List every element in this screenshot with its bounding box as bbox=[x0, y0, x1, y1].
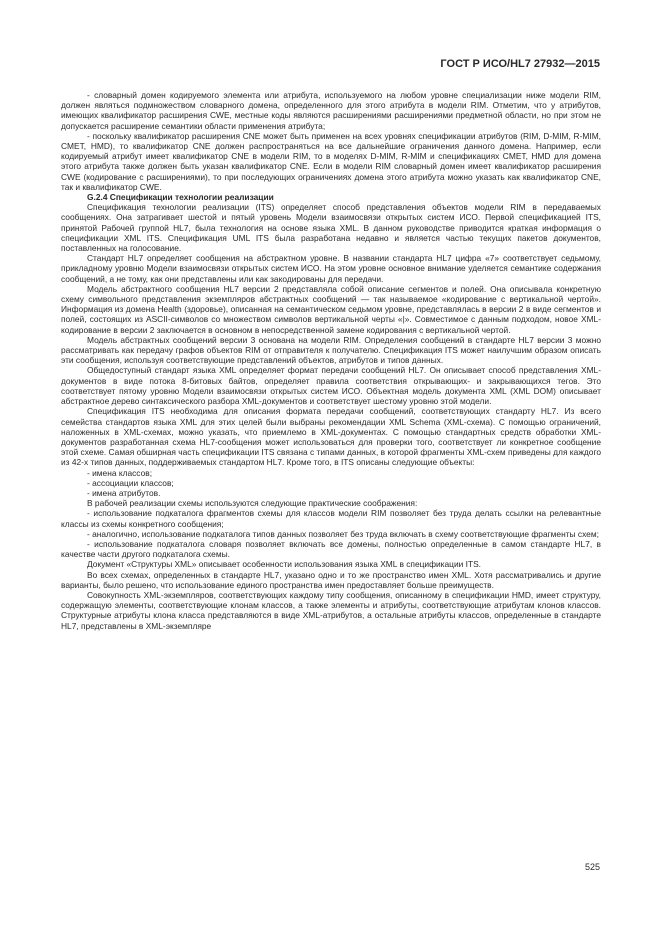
document-header: ГОСТ Р ИСО/HL7 27932—2015 bbox=[440, 58, 600, 70]
paragraph: Стандарт HL7 определяет сообщения на абстрактном уровне. В названии стандарта HL7 цифра «7» соответствует седьмому, прикладному уровню Модели взаимосвязи открытых систем ИСО. На этом уровне основное внимание уделяется семантике содержания сообщений, а не тому, как они представлены или как закодированы для передачи. bbox=[61, 253, 601, 284]
list-item: - имена классов; bbox=[87, 467, 153, 478]
list-item: - ассоциации классов; bbox=[87, 477, 174, 488]
page-body bbox=[61, 90, 601, 631]
paragraph: Спецификация ITS необходима для описания формата передачи сообщений, соответствующих стандарту HL7. Из всего семейства стандартов языка XML для этих целей были выбраны рекомендации XML Schema (XML-схема). С помощью ограничений, наложенных в XML-схемах, можно указать, что приемлемо в XML-документах. С помощью стандартных средств обработки XML-документов разработанная схема HL7-сообщения может использоваться для проверки того, соответствует ли конкретное сообщение этой схеме. Самая обширная часть спецификации ITS связана с типами данных, в которой фрагменты XML-схем приведены для каждого из 42-х типов данных, поддерживаемых стандартом HL7. Кроме того, в ITS описаны следующие объекты: bbox=[61, 406, 601, 468]
paragraph: Спецификация технологии реализации (ITS) определяет способ представления объектов модели RIM в передаваемых сообщениях. Она затрагивает шестой и пятый уровень Модели взаимосвязи открытых систем ИСО. Первой спецификацией ITS, принятой Рабочей группой HL7, была технология на основе языка XML. В данном руководстве приводится краткая информация о спецификации XML ITS. Спецификация UML ITS была разработана недавно и является частью текущих пакетов документов, поставленных на голосование. bbox=[61, 202, 601, 254]
list-item: - имена атрибутов. bbox=[87, 487, 161, 498]
paragraph: Документ «Структуры XML» описывает особенности использования языка XML в спецификации ITS. bbox=[87, 559, 482, 570]
paragraph: Модель абстрактного сообщения HL7 версии 2 представляла собой описание сегментов и полей. Она описывала конкретную схему символьного представления экземпляров абстрактных сообщений — так называемое «кодирование с вертикальной чертой». Информация из домена Health (здоровье), описанная на семантическом седьмом уровне, представлялась в версии 2 в виде сегментов и полей, состоящих из ASCII-символов со множеством символов вертикальной черты «|». Совместимое с данным подходом, новое XML-кодирование в версии 2 заключается в основном в непосредственной замене кодирования с вертикальной чертой. bbox=[61, 283, 601, 335]
paragraph: - словарный домен кодируемого элемента или атрибута, используемого на любом уровне специализации ниже модели RIM, должен являться подмножеством словарного домена, определенного для этого атрибута в модели RIM. Отметим, что у атрибутов, имеющих квалификатор расширения CWE, местные коды являются расширениями расширениями предметной области, но при этом не допускается расширение семантики области применения атрибута; bbox=[61, 90, 601, 131]
paragraph: Модель абстрактных сообщений версии 3 основана на модели RIM. Определения сообщений в стандарте HL7 версии 3 можно рассматривать как передачу графов объектов RIM от отправителя к получателю. Спецификация ITS может наилучшим образом описать эти сообщения, используя соответствующие представлений объектов, атрибутов и типов данных. bbox=[61, 334, 601, 366]
list-item: - аналогично, использование подкаталога типов данных позволяет без труда включать в схему соответствующие фрагменты схем; bbox=[87, 528, 599, 539]
paragraph: Общедоступный стандарт языка XML определяет формат передачи сообщений HL7. Он описывает способ представления XML-документов в виде потока 8-битовых байтов, определяет правила соответствия открывающих- и закрывающихся тегов. Это соответствует пятому уровню Модели взаимосвязи открытых систем ИСО. Объектная модель документа XML (XML DOM) описывает абстрактное дерево синтаксического разбора XML-документов и соответствует шестому уровню этой модели. bbox=[61, 365, 601, 407]
section-heading: G.2.4 Спецификации технологии реализации bbox=[87, 192, 274, 203]
list-item: - использование подкаталога фрагментов схемы для классов модели RIM позволяет без труда делать ссылки на релевантные классы из схемы конкретного сообщения; bbox=[61, 508, 601, 529]
paragraph: В рабочей реализации схемы используются следующие практические соображения: bbox=[87, 498, 418, 509]
page-number: 525 bbox=[584, 862, 600, 872]
paragraph: - поскольку квалификатор расширения CNE может быть применен на всех уровнях спецификации атрибутов (RIM, D-MIM, R-MIM, CMET, HMD), то квалификатор CNE должен распространяться на все дальнейшие ограничения данного домена. Например, если кодируемый атрибут имеет квалификатор CNE в модели RIM, то в моделях D-MIM, R-MIM и спецификациях CMET, HMD для домена этого атрибута также должен быть указан квалификатор CNE. Если в модели RIM словарный домен имеет квалификатор расширения CWE (кодирование с расширениями), то при последующих ограничениях домена этого атрибута можно указать как квалификатор CNE, так и квалификатор CWE. bbox=[61, 130, 601, 192]
paragraph: Совокупность XML-экземпляров, соответствующих каждому типу сообщения, описанному в спецификации HMD, имеет структуру, содержащую элементы, соответствующие клонам классов, а также элементы и атрибуты, соответствующие атрибутам клонов классов. Структурные атрибуты клона класса представляются в виде XML-атрибутов, а остальные атрибуты классов, определенные в стандарте HL7, представлены в XML-экземпляре bbox=[61, 589, 601, 631]
list-item: - использование подкаталога словаря позволяет включать все домены, полностью определенные в самом стандарте HL7, в качестве части другого подкаталога схемы. bbox=[61, 538, 601, 560]
paragraph: Во всех схемах, определенных в стандарте HL7, указано одно и то же пространство имен XML. Хотя рассматривались и другие варианты, было решено, что использование единого пространства имен предоставляет больше преимуществ. bbox=[61, 569, 601, 590]
